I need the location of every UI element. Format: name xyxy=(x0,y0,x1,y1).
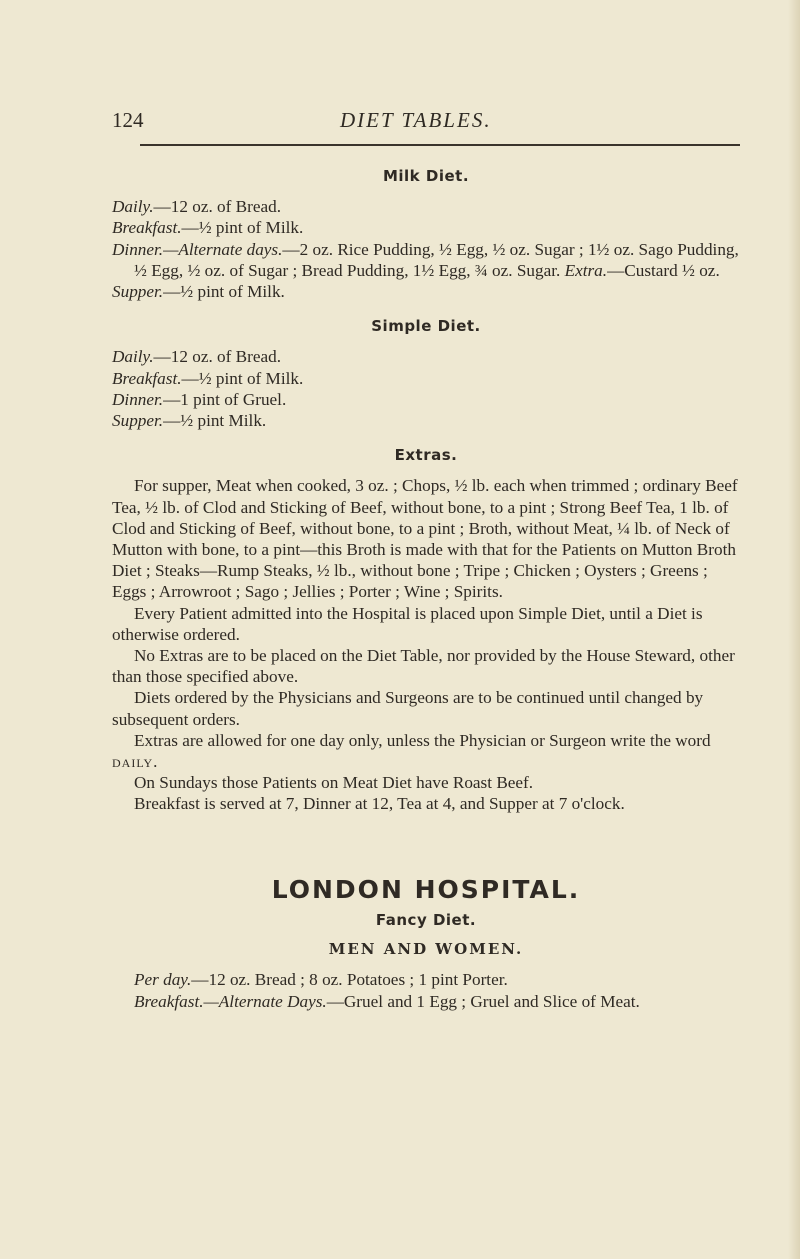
milk-breakfast xyxy=(112,217,740,238)
text: —½ pint of Milk. xyxy=(163,282,285,302)
text: —½ pint of Milk. xyxy=(181,218,304,238)
label: Per day. xyxy=(134,970,192,990)
label: Supper. xyxy=(112,411,164,431)
label: Breakfast. xyxy=(112,368,182,388)
text-end: . xyxy=(153,752,158,772)
label: Dinner.—Alternate days. xyxy=(112,239,283,259)
page-body xyxy=(112,166,740,1012)
label: Supper. xyxy=(112,282,164,302)
simple-supper xyxy=(112,410,740,431)
extras-paragraph-2: Every Patient admitted into the Hospital is placed upon Simple Diet, until a Diet is otherwise ordered. xyxy=(112,603,703,644)
simple-diet-heading: Simple Diet. xyxy=(371,317,481,336)
text: Extras are allowed for one day only, unless the Physician or Surgeon write the word xyxy=(134,730,711,750)
extra-label: Extra. xyxy=(564,260,608,280)
text: —½ pint Milk. xyxy=(163,411,267,431)
label: Breakfast. xyxy=(112,218,182,238)
simple-dinner xyxy=(112,389,740,410)
running-title: DIET TABLES. xyxy=(340,108,492,132)
extras-heading: Extras. xyxy=(394,446,458,465)
london-hospital-title: LONDON HOSPITAL. xyxy=(271,874,581,904)
page-header xyxy=(112,108,740,138)
text: —Gruel and 1 Egg ; Gruel and Slice of Meat. xyxy=(326,991,640,1011)
london-per-day xyxy=(112,969,740,990)
extras-paragraph-6: On Sundays those Patients on Meat Diet have Roast Beef. xyxy=(134,773,534,793)
extras-paragraph-3: No Extras are to be placed on the Diet Table, nor provided by the House Steward, other than those specified above. xyxy=(112,646,735,687)
extra-text: —Custard ½ oz. xyxy=(607,260,720,280)
fancy-diet-heading: Fancy Diet. xyxy=(375,910,477,929)
text: —12 oz. Bread ; 8 oz. Potatoes ; 1 pint Porter. xyxy=(191,970,508,990)
london-breakfast xyxy=(112,991,740,1012)
text: —12 oz. of Bread. xyxy=(153,197,281,217)
label: Daily. xyxy=(112,347,154,367)
label: Daily. xyxy=(112,197,154,217)
extras-paragraph-5 xyxy=(112,730,740,772)
simple-breakfast xyxy=(112,368,740,389)
text: —½ pint of Milk. xyxy=(181,368,304,388)
label: Dinner. xyxy=(112,389,164,409)
text: —1 pint of Gruel. xyxy=(163,389,287,409)
page-edge-shadow xyxy=(788,0,800,1259)
extras-paragraph-7: Breakfast is served at 7, Dinner at 12, Tea at 4, and Supper at 7 o'clock. xyxy=(134,794,625,814)
page-number: 124 xyxy=(112,108,144,132)
text: —2 oz. Rice Pudding, ½ Egg, ½ oz. Sugar ; 1½ oz. Sago Pudding, ½ Egg, ½ oz. of Sugar ; Bread Pudding, 1½ Egg, ¾ oz. Sugar. xyxy=(134,239,739,280)
milk-diet-heading: Milk Diet. xyxy=(382,167,470,185)
text: —12 oz. of Bread. xyxy=(153,347,281,367)
men-and-women-heading: MEN AND WOMEN. xyxy=(328,940,524,959)
milk-supper xyxy=(112,281,740,302)
label: Breakfast.—Alternate Days. xyxy=(134,991,327,1011)
milk-dinner xyxy=(112,239,740,281)
daily-word: daily xyxy=(112,752,154,772)
header-rule xyxy=(140,144,740,146)
simple-daily xyxy=(112,346,740,367)
milk-daily xyxy=(112,196,740,217)
extras-paragraph-1: For supper, Meat when cooked, 3 oz. ; Chops, ½ lb. each when trimmed ; ordinary Beef Tea, ½ lb. of Clod and Sticking of Beef, without bone, to a pint ; Strong Beef Tea, 1 lb. of Clod and Sticking of Beef, without bone, to a pint ; Broth, without Meat, ¼ lb. of Neck of Mutton with bone, to a pint—this Broth is made with that for the Patients on Mutton Broth Diet ; Steaks—Rump Steaks, ½ lb., without bone ; Tripe ; Chicken ; Oysters ; Greens ; Eggs ; Arrowroot ; Sago ; Jellies ; Porter ; Wine ; Spirits. xyxy=(112,476,738,602)
extras-paragraph-4: Diets ordered by the Physicians and Surgeons are to be continued until changed by subsequent orders. xyxy=(112,688,704,729)
